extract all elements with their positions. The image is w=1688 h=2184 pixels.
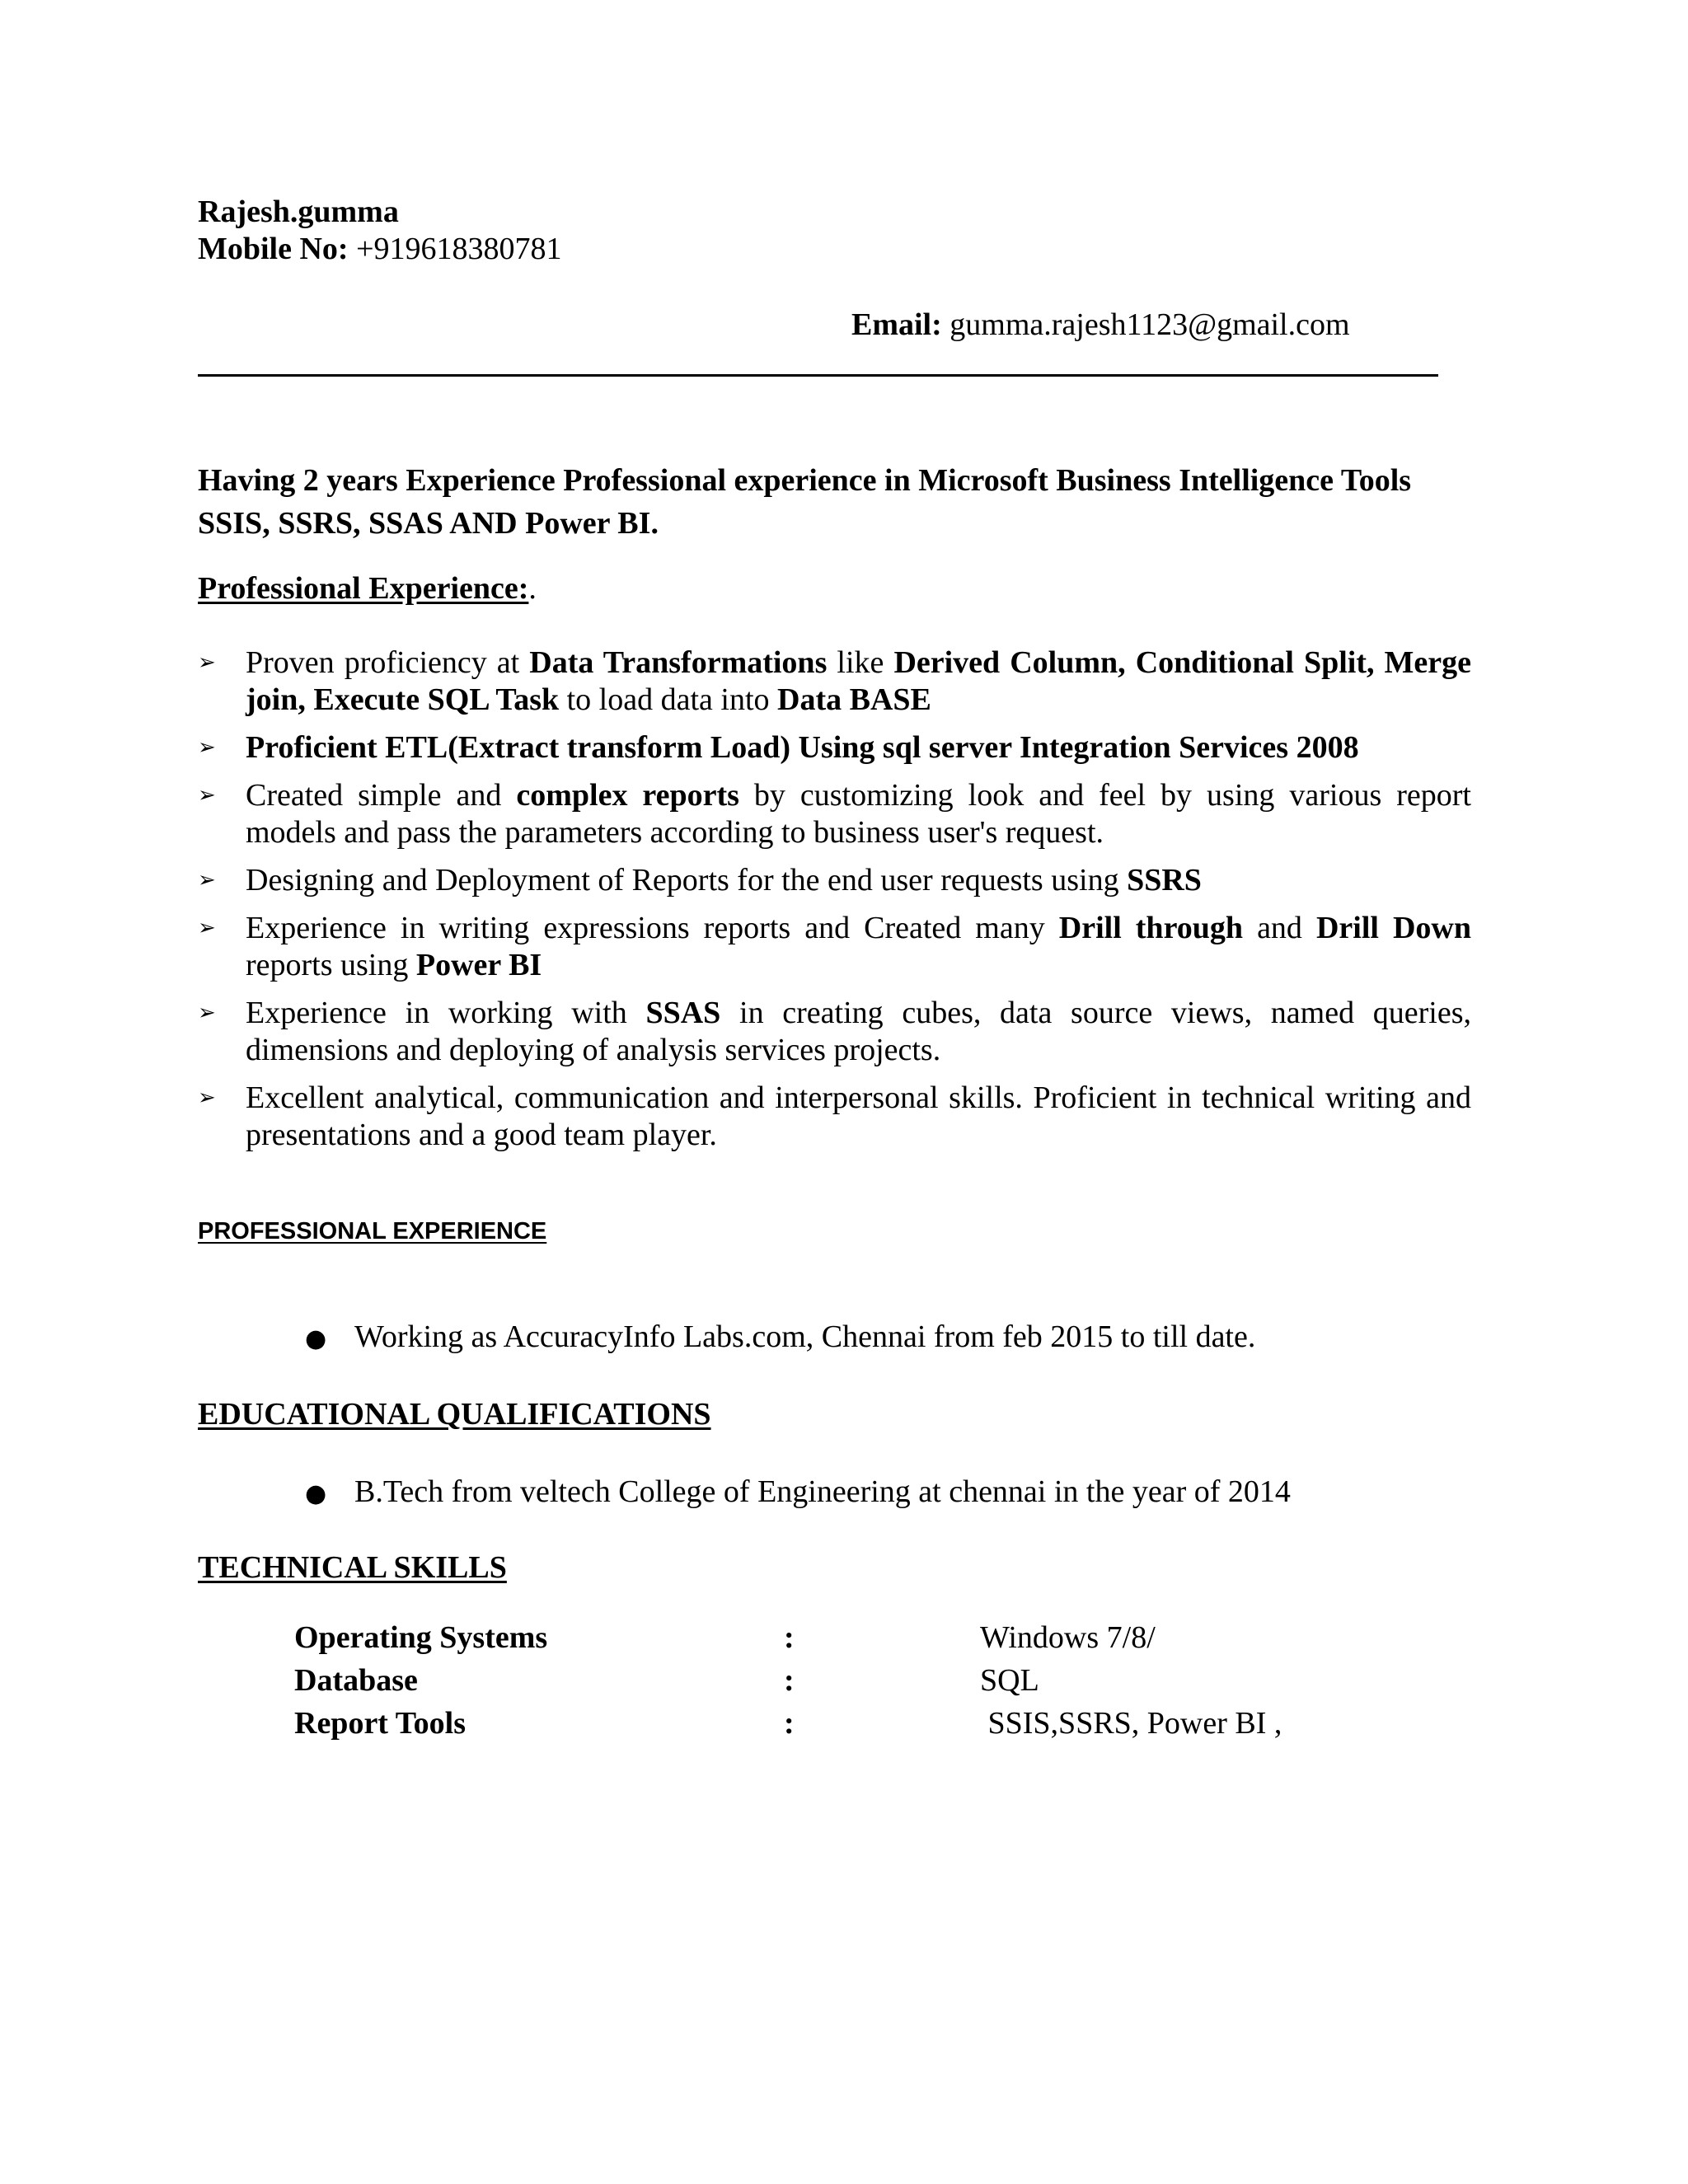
mobile-line — [198, 231, 562, 267]
bullet-text-segment: SSAS — [645, 996, 721, 1030]
experience-bullet-item — [198, 910, 1471, 984]
mobile-label: Mobile No: — [198, 232, 349, 266]
bullet-text-segment: Experience in working with — [246, 996, 646, 1030]
arrowhead-icon: ➢ — [198, 1001, 216, 1025]
bullet-text-segment: Data BASE — [777, 682, 931, 717]
experience-bullet-item — [198, 644, 1471, 719]
experience-bullet-item — [198, 862, 1471, 899]
header-divider — [198, 374, 1438, 377]
bullet-text-segment: and — [1243, 911, 1316, 945]
professional-experience-caps-heading: PROFESSIONAL EXPERIENCE — [198, 1218, 547, 1244]
professional-experience-heading-text: Professional Experience: — [198, 571, 529, 606]
arrowhead-icon: ➢ — [198, 650, 216, 675]
bullet-text-segment: Excellent analytical, communication and interpersonal skills. Proficient in technical writing and presentations and a good team player. — [246, 1080, 1471, 1152]
bullet-text-segment: Derived Column, Conditional Split, Merge join, Execute SQL Task — [246, 645, 1471, 717]
skill-label: Database — [294, 1663, 418, 1698]
skill-value: SSIS,SSRS, Power BI , — [980, 1706, 1282, 1741]
bullet-text-segment: Power BI — [415, 948, 542, 982]
bullet-text-segment: Designing and Deployment of Reports for the end user requests using — [246, 863, 1128, 898]
bullet-text-segment: complex reports — [516, 778, 739, 813]
bullet-dot-icon: ● — [305, 1324, 327, 1353]
bullet-dot-icon: ● — [305, 1479, 327, 1508]
email-label: Email: — [851, 307, 942, 342]
education-heading: EDUCATIONAL QUALIFICATIONS — [198, 1397, 711, 1432]
bullet-text-segment: reports using — [246, 948, 416, 982]
arrowhead-icon: ➢ — [198, 916, 216, 940]
bullet-text-segment: to load data into — [559, 682, 778, 717]
skill-label: Report Tools — [294, 1706, 466, 1741]
skill-value: Windows 7/8/ — [980, 1620, 1156, 1655]
skill-colon: : — [784, 1706, 795, 1741]
skills-row — [294, 1619, 1448, 1662]
skills-row — [294, 1705, 1448, 1748]
experience-bullet-item — [198, 1080, 1471, 1154]
technical-skills-heading: TECHNICAL SKILLS — [198, 1550, 507, 1585]
summary-paragraph: Having 2 years Experience Professional experience in Microsoft Business Intelligence Tools SSIS, SSRS, SSAS AND Power BI. — [198, 463, 1412, 541]
arrowhead-icon: ➢ — [198, 783, 216, 808]
professional-experience-heading — [198, 570, 537, 607]
bullet-text-segment: Proficient ETL(Extract transform Load) Using sql server Integration Services 2008 — [246, 730, 1359, 765]
candidate-name: Rajesh.gumma — [198, 194, 399, 229]
bullet-text-segment: Drill Down — [1315, 911, 1472, 945]
email-value: gumma.rajesh1123@gmail.com — [950, 307, 1350, 342]
bullet-text-segment: like — [827, 645, 894, 680]
experience-bullet-item — [198, 777, 1471, 851]
experience-bullet-item — [198, 995, 1471, 1069]
arrowhead-icon: ➢ — [198, 735, 216, 760]
skill-colon: : — [784, 1663, 795, 1698]
work-list-item — [305, 1319, 1255, 1355]
skill-label: Operating Systems — [294, 1620, 548, 1655]
bullet-text-segment: Drill through — [1058, 911, 1244, 945]
email-line — [851, 307, 1350, 343]
bullet-text-segment: in creating cubes, data source views, named queries, dimensions and deploying of analysis services projects. — [246, 996, 1471, 1067]
heading-suffix: . — [528, 571, 537, 606]
arrowhead-icon: ➢ — [198, 868, 216, 893]
skill-value: SQL — [980, 1663, 1039, 1698]
bullet-text-segment: SSRS — [1127, 863, 1202, 898]
bullet-text-segment: Proven proficiency at — [246, 645, 530, 680]
skills-row — [294, 1662, 1448, 1705]
experience-bullet-item — [198, 729, 1471, 766]
education-list-item — [305, 1474, 1291, 1510]
bullet-text-segment: Data Transformations — [529, 645, 828, 680]
mobile-value: +919618380781 — [356, 232, 562, 266]
education-item-text: B.Tech from veltech College of Engineering at chennai in the year of 2014 — [354, 1474, 1291, 1509]
experience-bullet-list — [198, 644, 1471, 1165]
bullet-text-segment: Created simple and — [246, 778, 517, 813]
work-item-text: Working as AccuracyInfo Labs.com, Chennai from feb 2015 to till date. — [354, 1319, 1256, 1354]
bullet-text-segment: Experience in writing expressions reports and Created many — [246, 911, 1059, 945]
bullet-text-segment: by customizing look and feel by using various report models and pass the parameters according to business user's request. — [246, 778, 1471, 850]
skill-colon: : — [784, 1620, 795, 1655]
arrowhead-icon: ➢ — [198, 1085, 216, 1110]
